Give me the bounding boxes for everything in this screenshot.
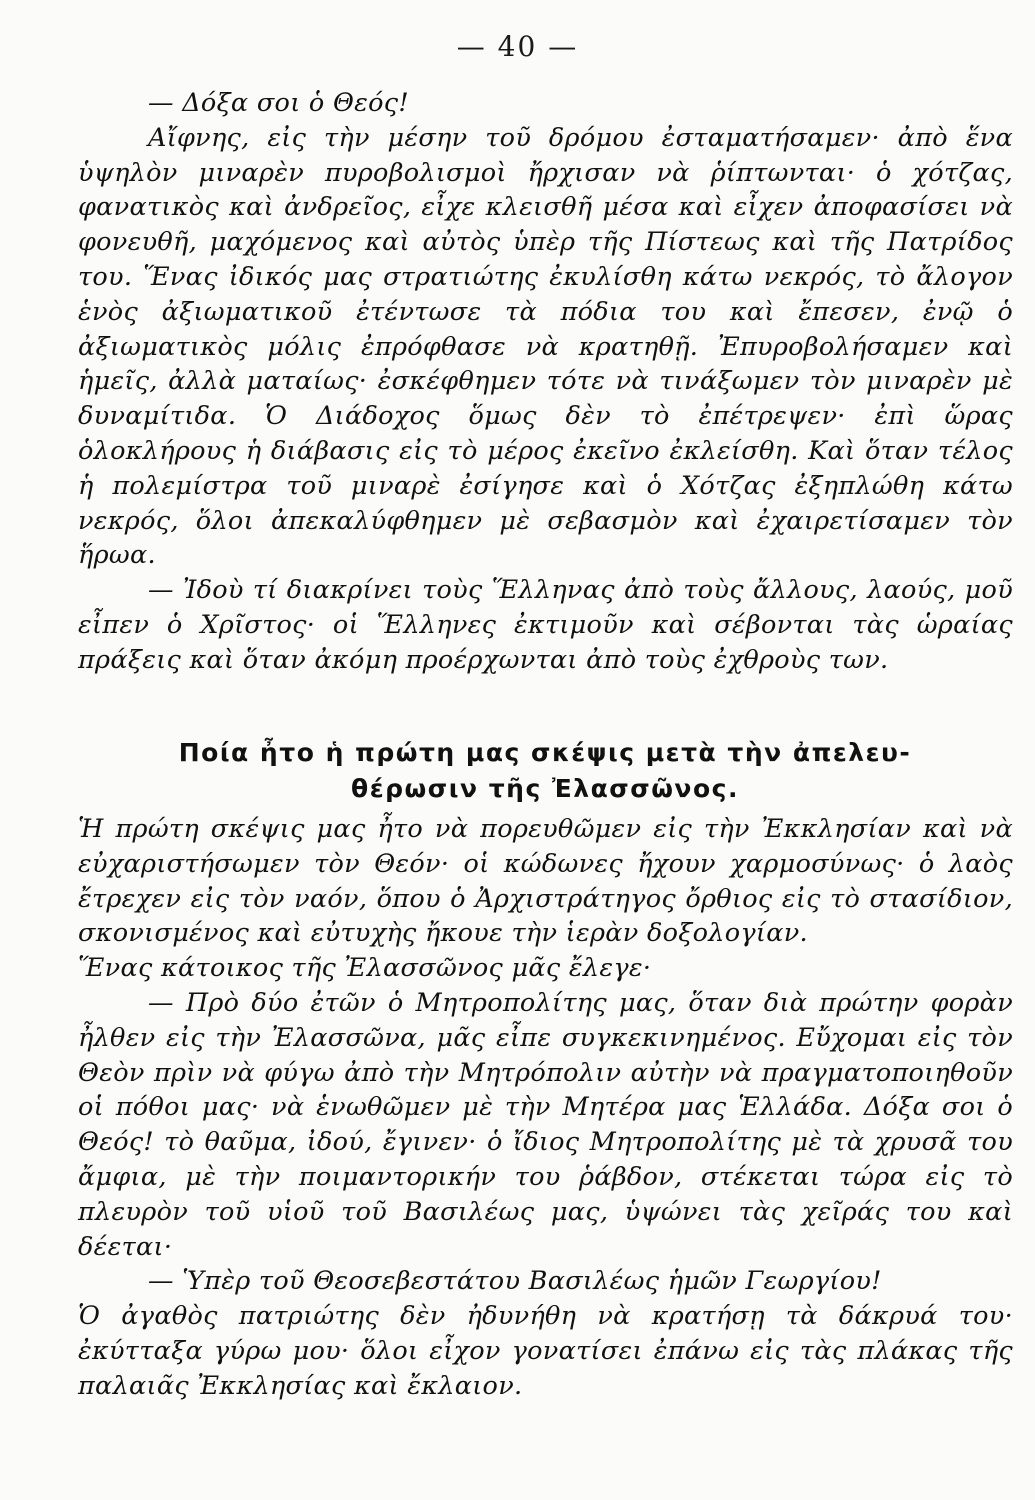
- section-heading: [110, 735, 980, 807]
- paragraph: — Πρὸ δύο ἐτῶν ὁ Μητροπολίτης μας, ὅταν διὰ πρώτην φορὰν ἦλθεν εἰς τὴν Ἐλασσῶνα, μᾶς εἶπε συγκεκινημένος. Εὔχομαι εἰς τὸν Θεὸν πρὶν νὰ φύγω ἀπὸ τὴν Μητρόπολιν αὐτὴν νὰ πραγματοποιηθοῦν οἱ πόθοι μας· νὰ ἑνωθῶμεν μὲ τὴν Μητέρα μας Ἑλλάδα. Δόξα σοι ὁ Θεός! τὸ θαῦμα, ἰδού, ἔγινεν· ὁ ἴδιος Μητροπολίτης μὲ τὰ χρυσᾶ του ἄμφια, μὲ τὴν ποιμαντορικήν του ῥάβδον, στέκεται τώρα εἰς τὸ πλευρὸν τοῦ υἱοῦ τοῦ Βασιλέως μας, ὑψώνει τὰς χεῖράς του καὶ δέεται·: [78, 987, 1013, 1262]
- page-number: — 40 —: [456, 30, 579, 63]
- paragraph: Αἴφνης, εἰς τὴν μέσην τοῦ δρόμου ἐσταματήσαμεν· ἀπὸ ἕνα ὑψηλὸν μιναρὲν πυροβολισμοὶ ἤρχισαν νὰ ῥίπτωνται· ὁ χότζας, φανατικὸς καὶ ἀνδρεῖος, εἶχε κλεισθῆ μέσα καὶ εἶχεν ἀποφασίσει νὰ φονευθῆ, μαχόμενος καὶ αὐτὸς ὑπὲρ τῆς Πίστεως καὶ τῆς Πατρίδος του. Ἕνας ἰδικός μας στρατιώτης ἐκυλίσθη κάτω νεκρός, τὸ ἄλογον ἑνὸς ἀξιωματικοῦ ἐτέντωσε τὰ πόδια του καὶ ἔπεσεν, ἐνῷ ὁ ἀξιωματικὸς μόλις ἐπρόφθασε νὰ κρατηθῇ. Ἐπυροβολήσαμεν καὶ ἡμεῖς, ἀλλὰ ματαίως· ἐσκέφθημεν τότε νὰ τινάξωμεν τὸν μιναρὲν μὲ δυναμίτιδα. Ὁ Διάδοχος ὅμως δὲν τὸ ἐπέτρεψεν· ἐπὶ ὥρας ὁλοκλήρους ἡ διάβασις εἰς τὸ μέρος ἐκεῖνο ἐκλείσθη. Καὶ ὅταν τέλος ἡ πολεμίστρα τοῦ μιναρὲ ἐσίγησε καὶ ὁ Χότζας ἐξηπλώθη κάτω νεκρός, ὅλοι ἀπεκαλύφθημεν μὲ σεβασμὸν καὶ ἐχαιρετίσαμεν τὸν ἥρωα.: [78, 122, 1013, 571]
- text-section-1: [78, 86, 1013, 678]
- paragraph: — Δόξα σοι ὁ Θεός!: [148, 88, 409, 118]
- paragraph: — Ὑπὲρ τοῦ Θεοσεβεστάτου Βασιλέως ἡμῶν Γεωργίου!: [148, 1266, 882, 1297]
- text-section-2: [78, 812, 1013, 1404]
- paragraph: — Ἰδοὺ τί διακρίνει τοὺς Ἕλληνας ἀπὸ τοὺς ἄλλους, λαούς, μοῦ εἶπεν ὁ Χρῖστος· οἱ Ἕλληνες ἐκτιμοῦν καὶ σέβονται τὰς ὡραίας πράξεις καὶ ὅταν ἀκόμη προέρχωνται ἀπὸ τοὺς ἐχθροὺς των.: [78, 575, 1013, 675]
- section-heading-line: θέρωσιν τῆς Ἐλασσῶνος.: [351, 774, 739, 803]
- paragraph: Ἕνας κάτοικος τῆς Ἐλασσῶνος μᾶς ἔλεγε·: [78, 953, 652, 984]
- paragraph: Ἡ πρώτη σκέψις μας ἦτο νὰ πορευθῶμεν εἰς τὴν Ἐκκλησίαν καὶ νὰ εὐχαριστήσωμεν τὸν Θεόν· οἱ κώδωνες ἤχουν χαρμοσύνως· ὁ λαὸς ἔτρεχεν εἰς τὸν ναόν, ὅπου ὁ Ἀρχιστράτηγος ὄρθιος εἰς τὸ στασίδιον, σκονισμένος καὶ εὐτυχὴς ἤκουε τὴν ἱερὰν δοξολογίαν.: [78, 814, 1013, 949]
- paragraph: Ὁ ἀγαθὸς πατριώτης δὲν ἠδυνήθη νὰ κρατήσῃ τὰ δάκρυά του· ἐκύτταξα γύρω μου· ὅλοι εἶχον γονατίσει ἐπάνω εἰς τὰς πλάκας τῆς παλαιᾶς Ἐκκλησίας καὶ ἔκλαιον.: [78, 1301, 1013, 1401]
- section-heading-line: Ποία ἦτο ἡ πρώτη μας σκέψις μετὰ τὴν ἀπελευ-: [178, 738, 912, 767]
